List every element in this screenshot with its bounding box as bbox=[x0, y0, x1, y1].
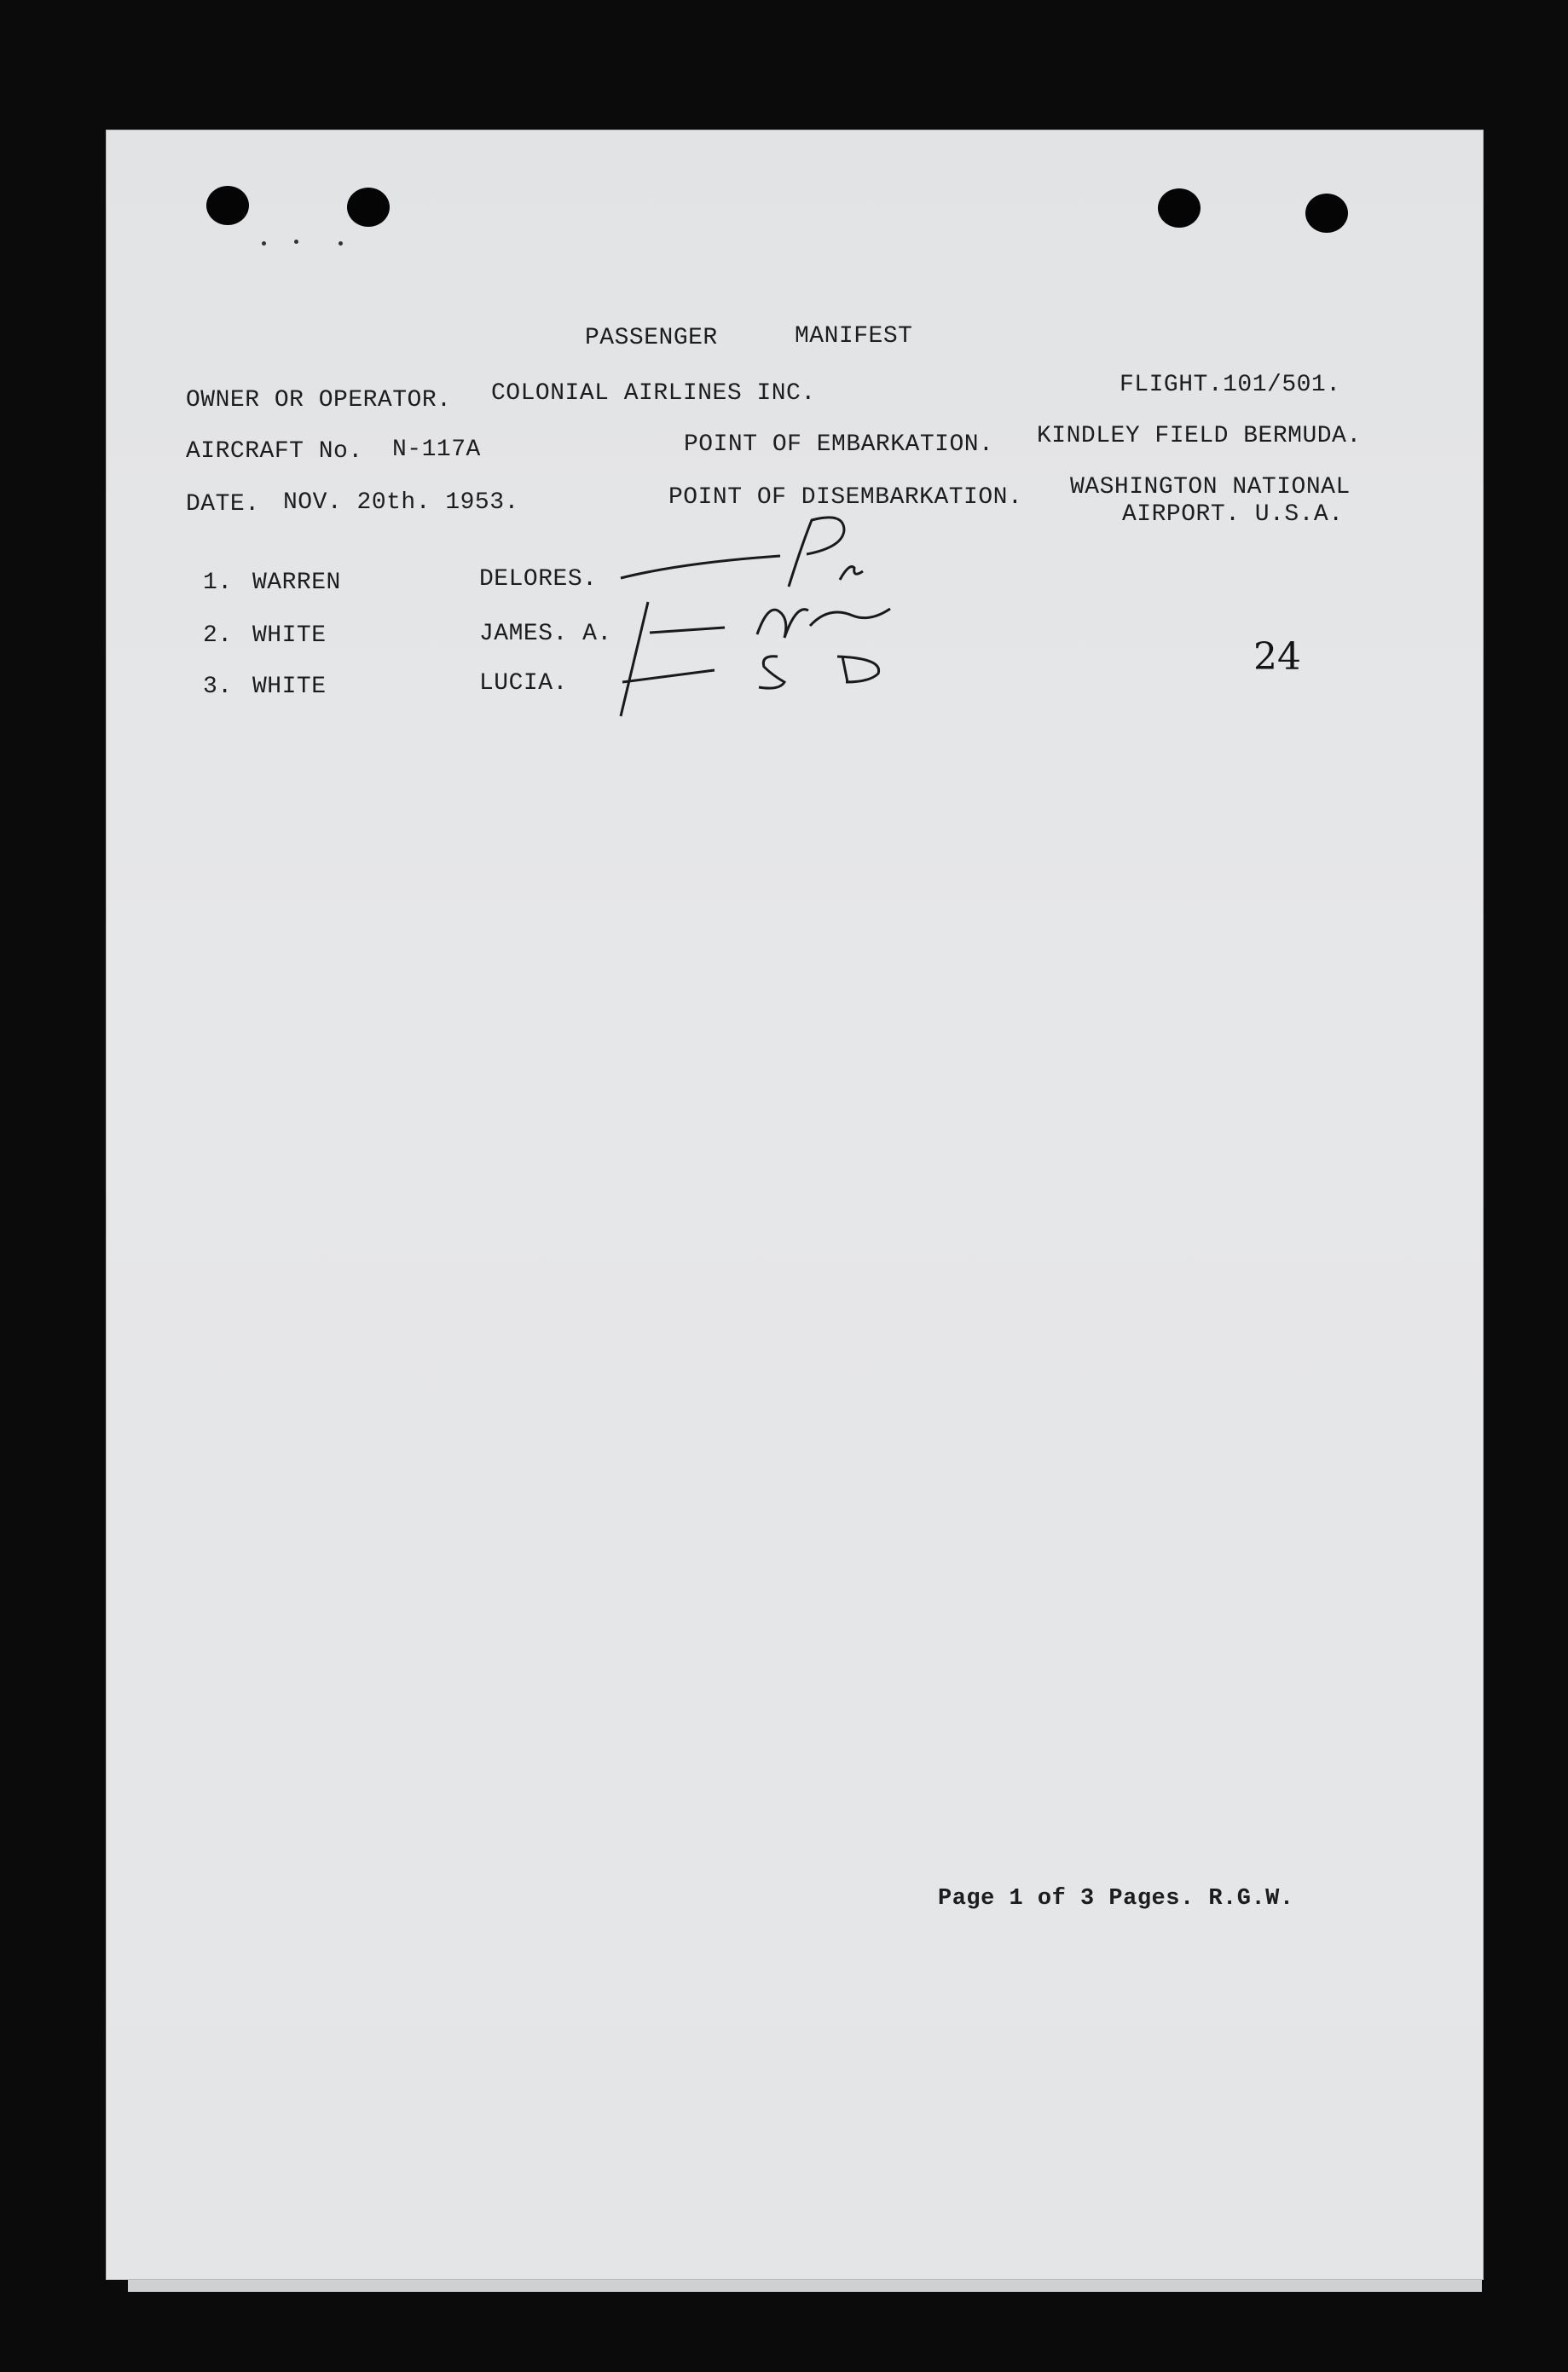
embarkation-label: POINT OF EMBARKATION. bbox=[684, 431, 994, 458]
page-number: 24 bbox=[1253, 635, 1301, 679]
passenger-given-name: LUCIA. bbox=[479, 670, 568, 697]
passenger-number: 3. bbox=[203, 674, 233, 700]
passenger-surname: WHITE bbox=[252, 674, 327, 700]
disembarkation-label: POINT OF DISEMBARKATION. bbox=[668, 484, 1023, 511]
punch-hole bbox=[1158, 188, 1201, 228]
aircraft-label: AIRCRAFT No. bbox=[186, 438, 363, 465]
punch-hole bbox=[347, 188, 390, 227]
owner-value: COLONIAL AIRLINES INC. bbox=[491, 380, 816, 407]
passenger-number: 2. bbox=[203, 622, 233, 649]
speck bbox=[294, 240, 298, 244]
passenger-surname: WARREN bbox=[252, 570, 341, 596]
embarkation-value: KINDLEY FIELD BERMUDA. bbox=[1037, 423, 1362, 449]
date-value: NOV. 20th. 1953. bbox=[283, 489, 519, 516]
passenger-given-name: DELORES. bbox=[479, 566, 598, 593]
disembarkation-value-line2: AIRPORT. U.S.A. bbox=[1122, 501, 1344, 528]
disembarkation-value-line1: WASHINGTON NATIONAL bbox=[1070, 474, 1351, 500]
footer-page-count: Page 1 of 3 Pages. R.G.W. bbox=[938, 1886, 1294, 1912]
passenger-surname: WHITE bbox=[252, 622, 327, 649]
punch-hole bbox=[206, 186, 249, 225]
passenger-given-name: JAMES. A. bbox=[479, 621, 612, 647]
speck bbox=[262, 241, 266, 246]
date-label: DATE. bbox=[186, 491, 260, 518]
passenger-number: 1. bbox=[203, 570, 233, 596]
title-manifest: MANIFEST bbox=[795, 323, 913, 350]
punch-hole bbox=[1305, 194, 1348, 233]
owner-label: OWNER OR OPERATOR. bbox=[186, 387, 452, 414]
flight-number: FLIGHT.101/501. bbox=[1120, 372, 1341, 398]
speck bbox=[338, 241, 343, 246]
title-passenger: PASSENGER bbox=[585, 325, 718, 351]
aircraft-value: N-117A bbox=[392, 437, 481, 463]
